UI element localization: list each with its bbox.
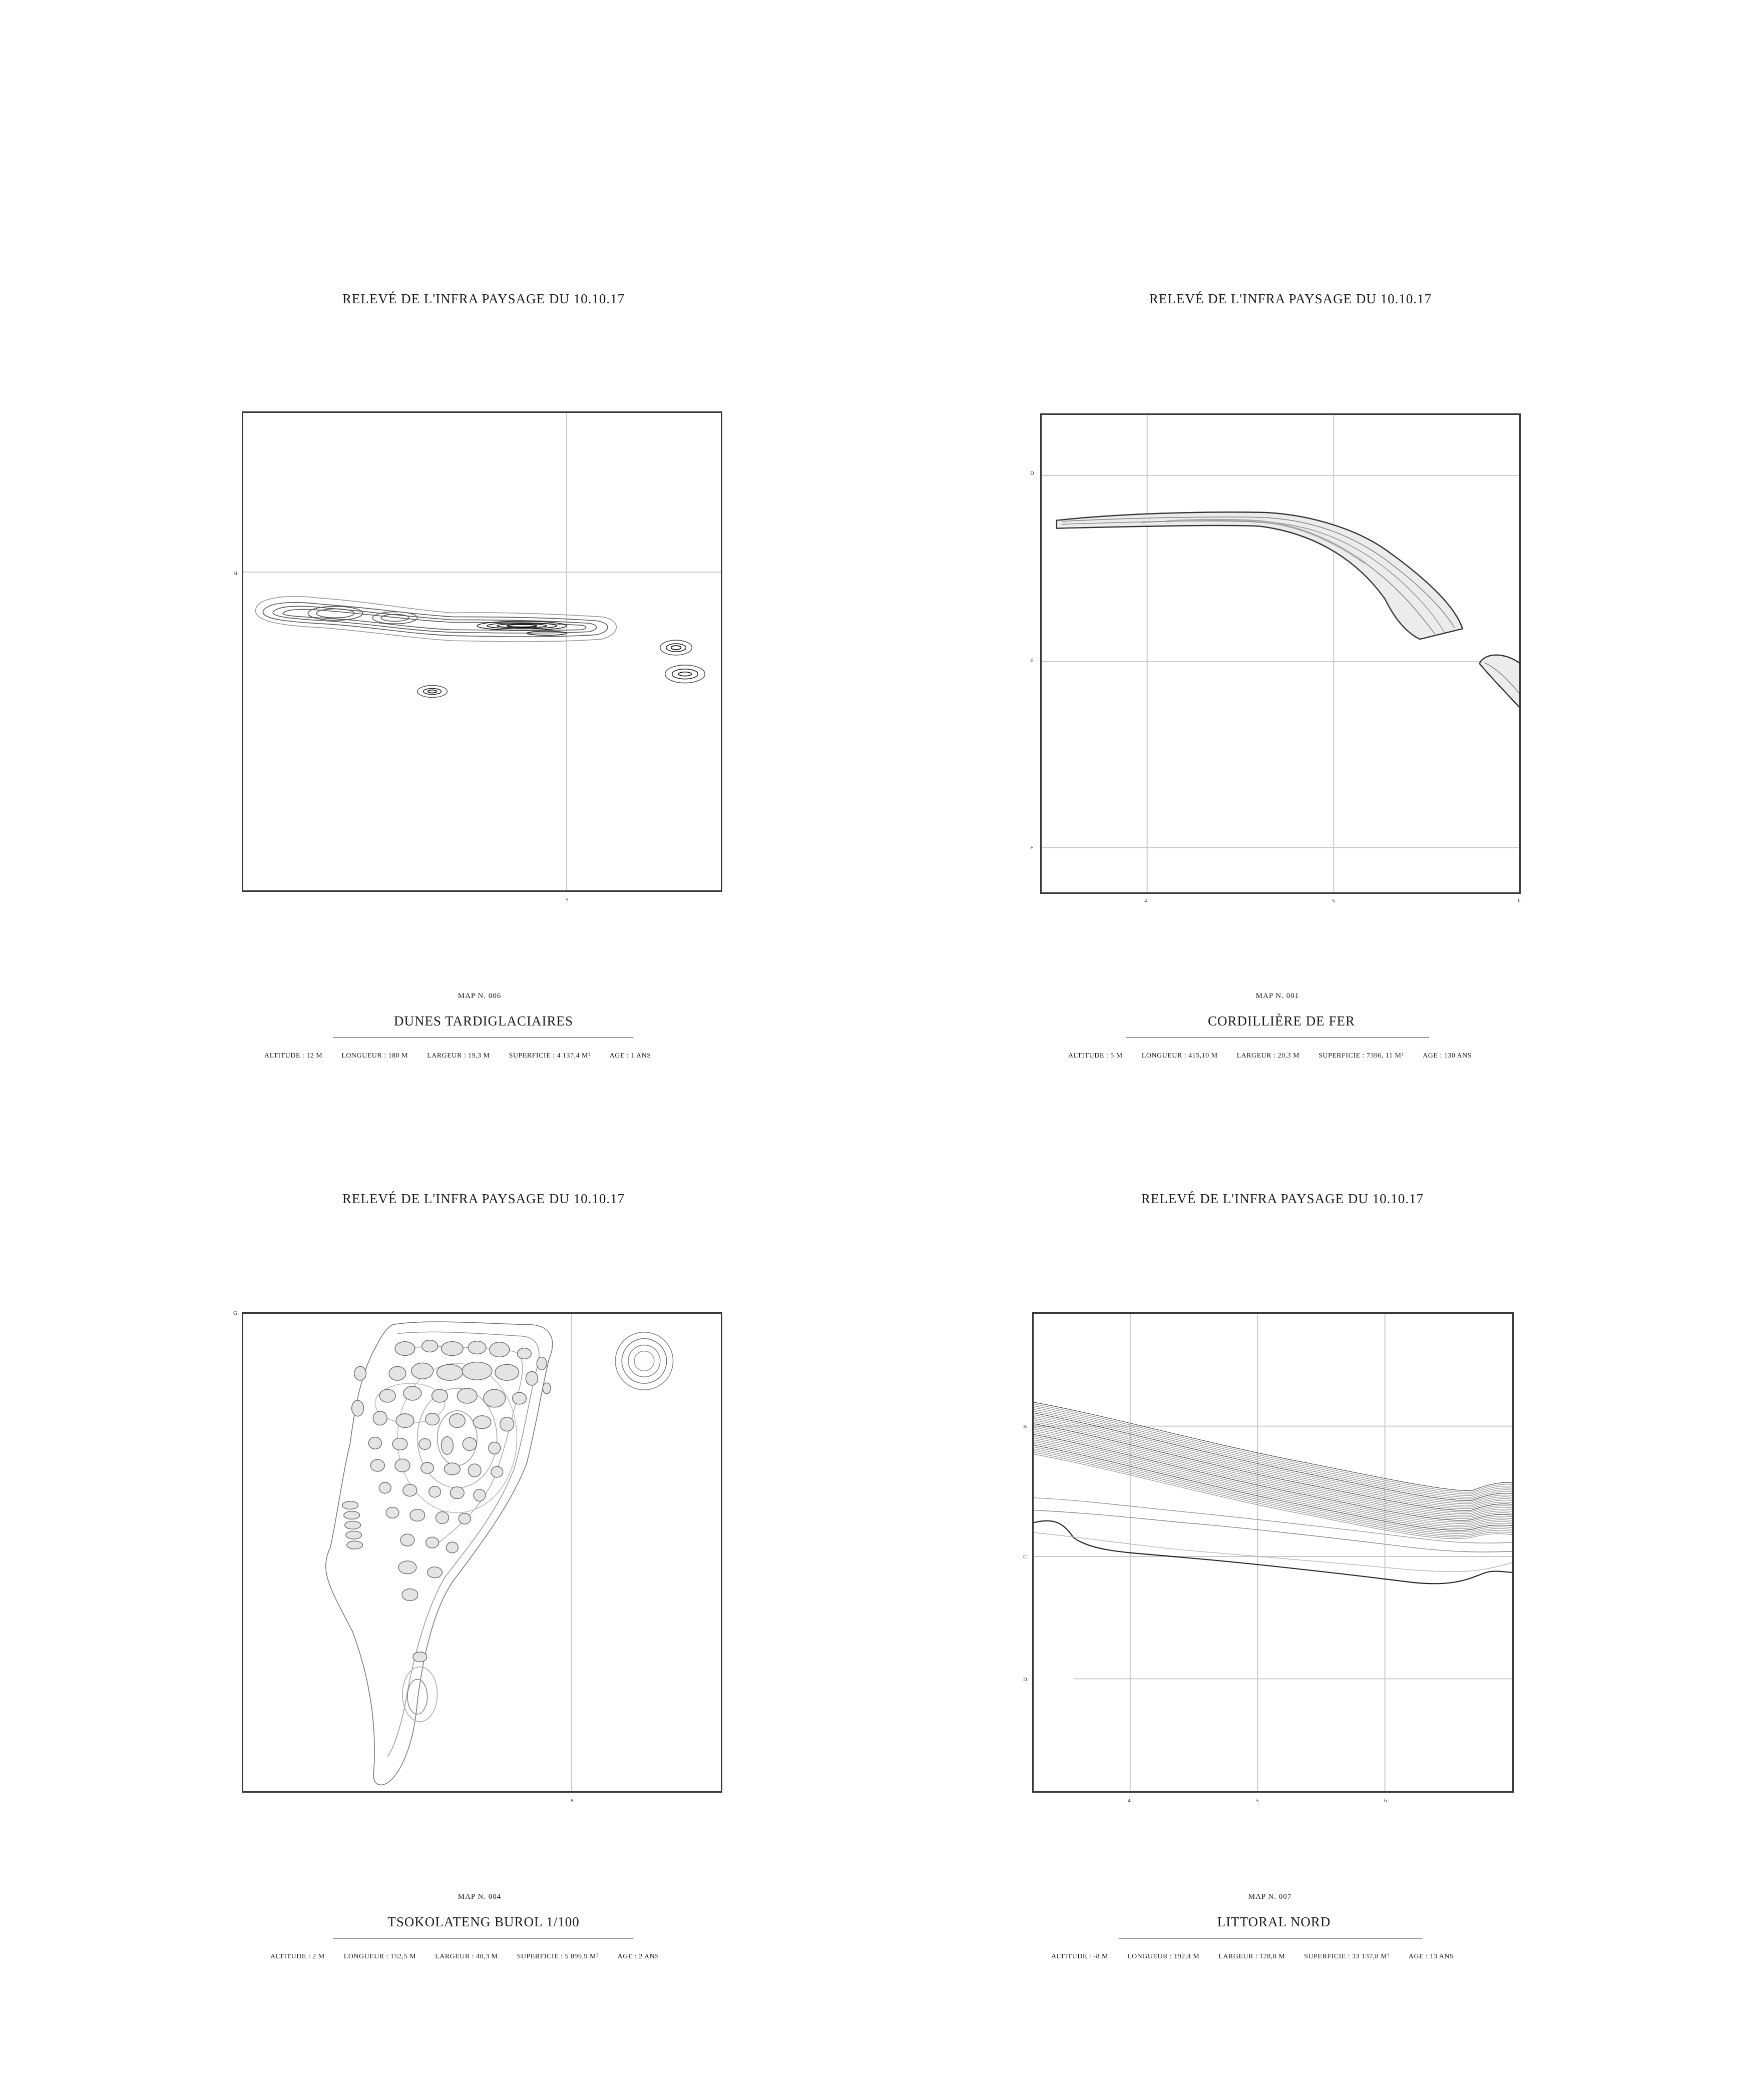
stat-altitude: ALTITUDE : 12 M	[264, 1052, 323, 1060]
contour-line	[1034, 1438, 1512, 1523]
contour-lines-littoral	[1034, 1402, 1512, 1539]
stat-age: AGE : 130 ANS	[1423, 1052, 1472, 1060]
map-number: MAP N. 006	[458, 992, 502, 1000]
stat-age: AGE : 2 ANS	[617, 1953, 659, 1960]
contour-line	[1034, 1420, 1512, 1507]
title-underline	[1119, 1938, 1422, 1939]
contour-map-littoral	[1034, 1314, 1512, 1791]
contour-map-cordillere	[1042, 415, 1519, 892]
map-frame-dunes	[242, 411, 722, 892]
stat-altitude: ALTITUDE : 2 M	[270, 1953, 325, 1960]
stat-largeur: LARGEUR : 20,3 M	[1236, 1052, 1300, 1060]
title-underline	[333, 1037, 633, 1038]
stat-largeur: LARGEUR : 40,3 M	[435, 1953, 498, 1960]
contour-map-tsokolateng	[243, 1314, 721, 1791]
map-name: LITTORAL NORD	[1217, 1914, 1331, 1929]
axis-label-horizontal: 5	[1332, 898, 1335, 904]
map-number: MAP N. 007	[1248, 1893, 1292, 1901]
stat-longueur: LONGUEUR : 180 M	[341, 1052, 408, 1060]
axis-label-vertical: F	[1030, 845, 1034, 851]
axis-label-vertical: D	[1030, 470, 1034, 476]
axis-label-vertical: G	[233, 1310, 237, 1316]
map-stats	[1068, 1052, 1472, 1060]
axis-label-vertical: B	[1023, 1424, 1027, 1430]
map-number: MAP N. 001	[1255, 992, 1299, 1000]
sheet-title: RELEVÉ DE L'INFRA PAYSAGE DU 10.10.17	[1149, 291, 1432, 306]
axis-label-horizontal: 6	[1384, 1798, 1387, 1804]
stat-longueur: LONGUEUR : 415,10 M	[1141, 1052, 1218, 1060]
map-frame-littoral	[1032, 1312, 1514, 1793]
sheet-title: RELEVÉ DE L'INFRA PAYSAGE DU 10.10.17	[1141, 1191, 1424, 1206]
stat-longueur: LONGUEUR : 152,5 M	[343, 1953, 416, 1960]
axis-label-horizontal: 4	[1128, 1798, 1131, 1804]
axis-label-horizontal: 5	[1256, 1798, 1259, 1804]
stat-altitude: ALTITUDE : 5 M	[1068, 1052, 1123, 1060]
map-name: TSOKOLATENG BUROL 1/100	[387, 1914, 580, 1929]
stat-largeur: LARGEUR : 19,3 M	[427, 1052, 490, 1060]
axis-label-vertical: C	[1023, 1554, 1027, 1560]
stat-longueur: LONGUEUR : 192,4 M	[1127, 1953, 1200, 1960]
stat-age: AGE : 13 ANS	[1408, 1953, 1454, 1960]
axis-label-vertical: H	[233, 571, 237, 577]
contour-map-dunes	[243, 413, 721, 890]
axis-label-vertical: E	[1030, 658, 1034, 664]
sheet-title: RELEVÉ DE L'INFRA PAYSAGE DU 10.10.17	[342, 291, 625, 306]
axis-label-horizontal: 5	[566, 897, 569, 903]
title-underline	[333, 1938, 633, 1939]
map-number: MAP N. 004	[458, 1893, 502, 1901]
axis-label-vertical: D	[1023, 1677, 1027, 1683]
stat-superficie: SUPERFICIE : 7396, 11 M²	[1319, 1052, 1404, 1060]
stat-superficie: SUPERFICIE : 4 137,4 M²	[509, 1052, 591, 1060]
contour-line	[1034, 1440, 1512, 1525]
stat-altitude: ALTITUDE : -8 M	[1051, 1953, 1108, 1960]
map-name: DUNES TARDIGLACIAIRES	[393, 1013, 574, 1028]
axis-label-horizontal: 6	[1518, 898, 1521, 904]
sheet-title: RELEVÉ DE L'INFRA PAYSAGE DU 10.10.17	[342, 1191, 625, 1206]
map-stats	[264, 1052, 651, 1060]
axis-label-horizontal: 8	[571, 1798, 574, 1804]
map-frame-tsokolateng	[242, 1312, 722, 1793]
map-stats	[1051, 1953, 1454, 1961]
map-stats	[270, 1953, 659, 1961]
stat-largeur: LARGEUR : 128,8 M	[1218, 1953, 1285, 1960]
map-frame-cordillere	[1040, 413, 1521, 894]
title-underline	[1126, 1037, 1429, 1038]
map-name: CORDILLIÈRE DE FER	[1208, 1013, 1355, 1028]
stat-superficie: SUPERFICIE : 33 137,8 M²	[1304, 1953, 1390, 1960]
stat-age: AGE : 1 ANS	[609, 1052, 651, 1060]
axis-label-horizontal: 4	[1144, 898, 1147, 904]
stat-superficie: SUPERFICIE : 5 899,9 M²	[517, 1953, 599, 1960]
